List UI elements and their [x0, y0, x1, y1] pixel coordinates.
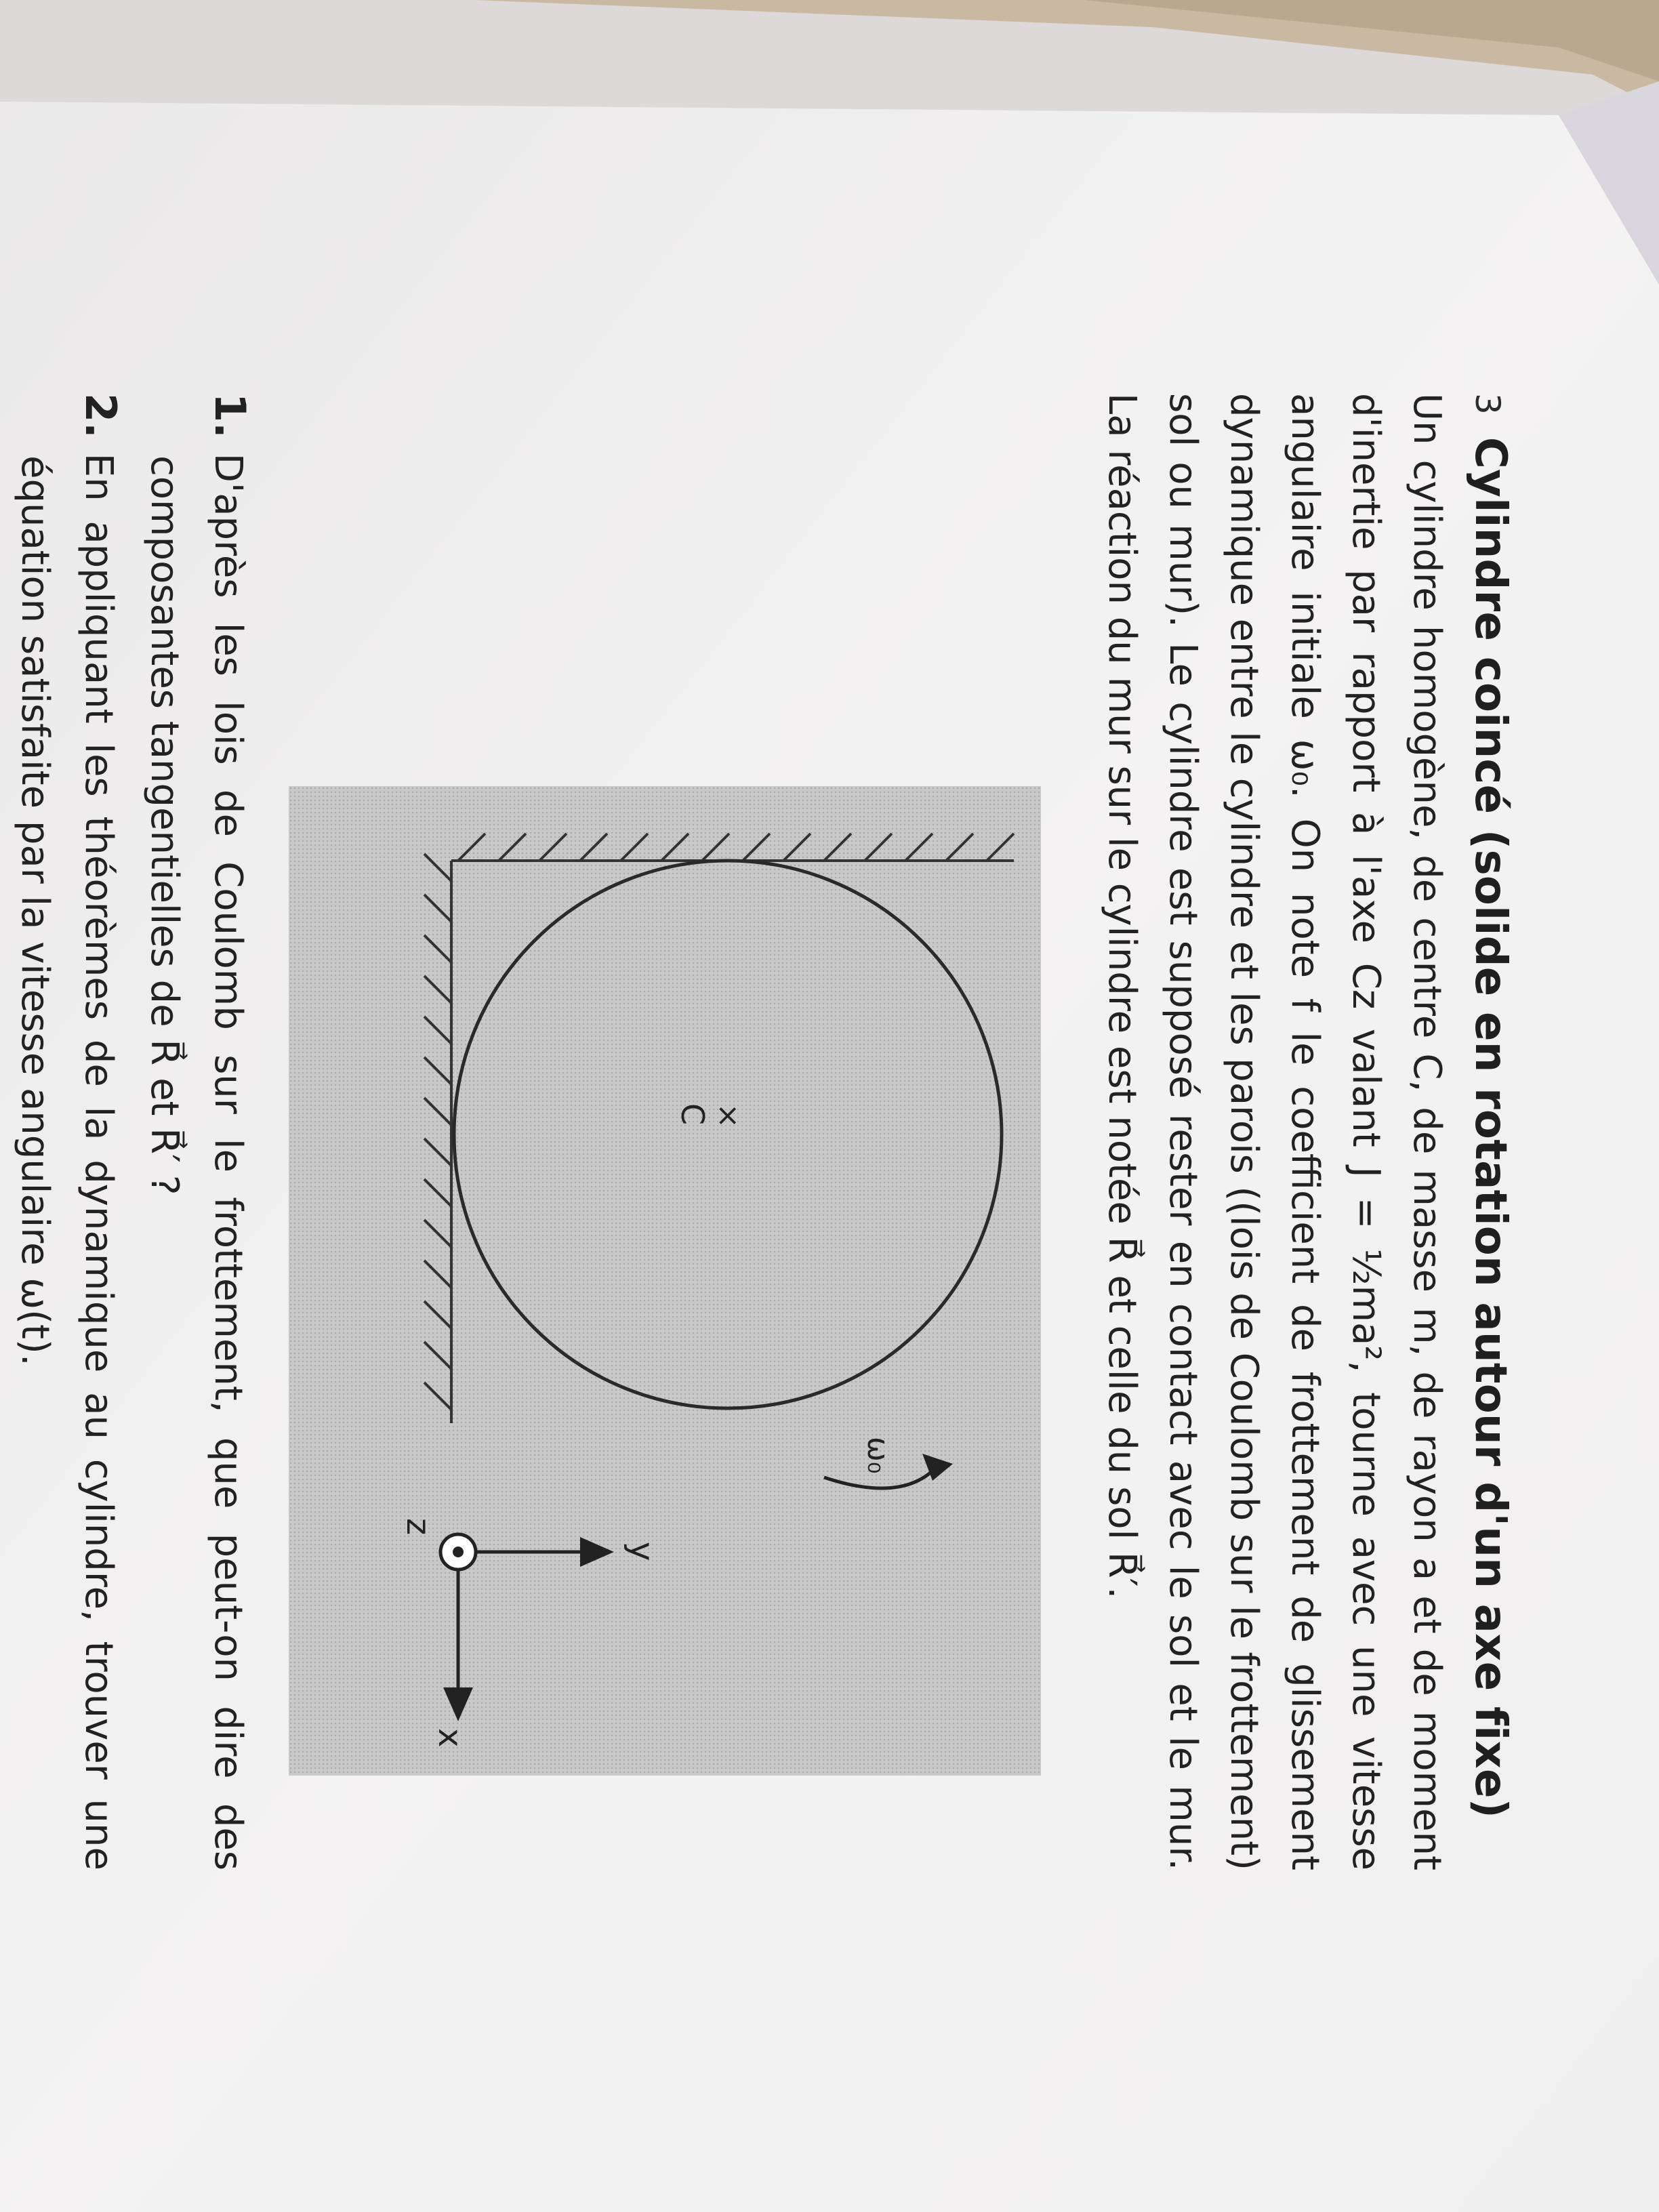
question-2-cont: équation satisfaite par la vitesse angulaire ω(t).: [13, 455, 57, 1366]
question-text: En appliquant les théorèmes de la dynamique au cylindre, trouver une: [77, 453, 121, 1870]
axis-y-label: y: [623, 1542, 661, 1561]
center-mark: ×: [711, 1103, 745, 1128]
exercise-heading: [1465, 393, 1515, 1818]
statement-line: dynamique entre le cylindre et les parois ((lois de Coulomb sur le frottement): [1222, 393, 1266, 1870]
exercise-title: Cylindre coincé (solide en rotation autour d'un axe fixe): [1465, 436, 1515, 1819]
figure-background: [289, 786, 1041, 1776]
exercise-content: [13, 393, 1515, 1965]
exercise-number: 3: [1468, 393, 1507, 415]
cylinder-figure: [289, 786, 1041, 1776]
omega-label: ω₀: [861, 1437, 895, 1474]
question-1: [196, 393, 262, 1870]
question-1-cont: composantes tangentielles de R⃗ et R⃗′ ?: [142, 455, 186, 1195]
axis-z-label: z: [399, 1518, 437, 1536]
axis-x-label: x: [431, 1728, 469, 1748]
question-3: [0, 393, 3, 1870]
question-number: 2.: [76, 393, 125, 438]
question-list: [0, 393, 262, 1870]
center-label: C: [674, 1103, 711, 1126]
statement-line: La réaction du mur sur le cylindre est notée R⃗ et celle du sol R⃗′.: [1100, 393, 1144, 1599]
statement-line: angulaire initiale ω₀. On note f le coefficient de frottement de glissement: [1283, 393, 1327, 1870]
question-number: 1.: [205, 393, 255, 438]
question-2: [66, 393, 132, 1870]
statement-line: d'inertie par rapport à l'axe Cz valant J = ½ma², tourne avec une vitesse: [1344, 393, 1388, 1870]
statement-line: Un cylindre homogène, de centre C, de masse m, de rayon a et de moment: [1405, 393, 1449, 1870]
statement-line: sol ou mur). Le cylindre est supposé rester en contact avec le sol et le mur.: [1161, 393, 1205, 1870]
exercise-statement: [1091, 393, 1457, 1870]
question-text: D'après les lois de Coulomb sur le frottement, que peut-on dire des: [206, 453, 250, 1870]
